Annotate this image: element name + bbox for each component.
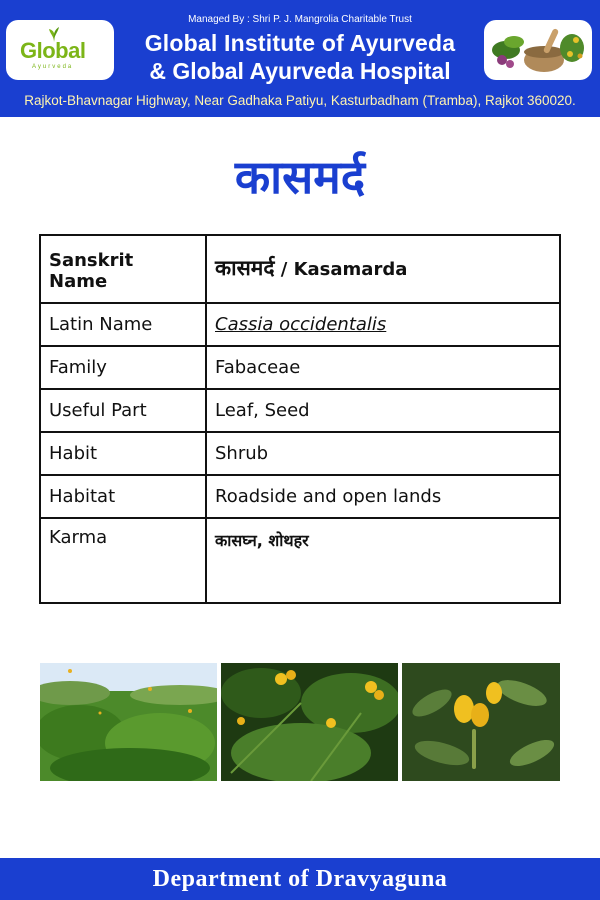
latin-name-value: Cassia occidentalis: [215, 314, 387, 335]
footer-banner: [0, 858, 600, 900]
sanskrit-name-latin: / Kasamarda: [274, 259, 408, 280]
row-value: कासघ्न, शोथहर: [206, 518, 560, 603]
table-row: [40, 346, 560, 389]
logo-text: Global: [20, 38, 86, 63]
global-ayurveda-logo: [6, 20, 114, 80]
herbs-mortar-image: [484, 20, 592, 80]
logo-subtext: Ayurveda: [32, 64, 74, 70]
plant-flowers-photo: [221, 663, 398, 781]
row-value: Roadside and open lands: [206, 475, 560, 518]
table-row: [40, 235, 560, 303]
row-value: Leaf, Seed: [206, 389, 560, 432]
institute-name-line2: & Global Ayurveda Hospital: [149, 58, 451, 84]
table-row: [40, 475, 560, 518]
row-label: Useful Part: [40, 389, 206, 432]
row-label: Family: [40, 346, 206, 389]
department-name: Department of Dravyaguna: [152, 866, 448, 892]
row-label: Sanskrit Name: [40, 235, 206, 303]
institute-name-line1: Global Institute of Ayurveda: [144, 30, 456, 56]
row-label: Latin Name: [40, 303, 206, 346]
row-value: [206, 303, 560, 346]
address-text: Rajkot-Bhavnagar Highway, Near Gadhaka Patiyu, Kasturbadham (Tramba), Rajkot 360020.: [24, 93, 576, 108]
plant-pods-photo: [402, 663, 560, 781]
table-row: [40, 518, 560, 603]
row-label: Habit: [40, 432, 206, 475]
plant-field-photo: [40, 663, 217, 781]
row-value: Fabaceae: [206, 346, 560, 389]
table-row: [40, 389, 560, 432]
row-value: [206, 235, 560, 303]
herb-info-table: [39, 234, 561, 604]
table-row: [40, 432, 560, 475]
sanskrit-name-devanagari: कासमर्द: [215, 256, 275, 280]
row-value: Shrub: [206, 432, 560, 475]
page-title: कासमर्द: [234, 150, 366, 204]
row-label: Karma: [40, 518, 206, 603]
managed-by-text: Managed By : Shri P. J. Mangrolia Charitable Trust: [188, 14, 412, 25]
table-row: [40, 303, 560, 346]
header-banner: [0, 0, 600, 117]
row-label: Habitat: [40, 475, 206, 518]
